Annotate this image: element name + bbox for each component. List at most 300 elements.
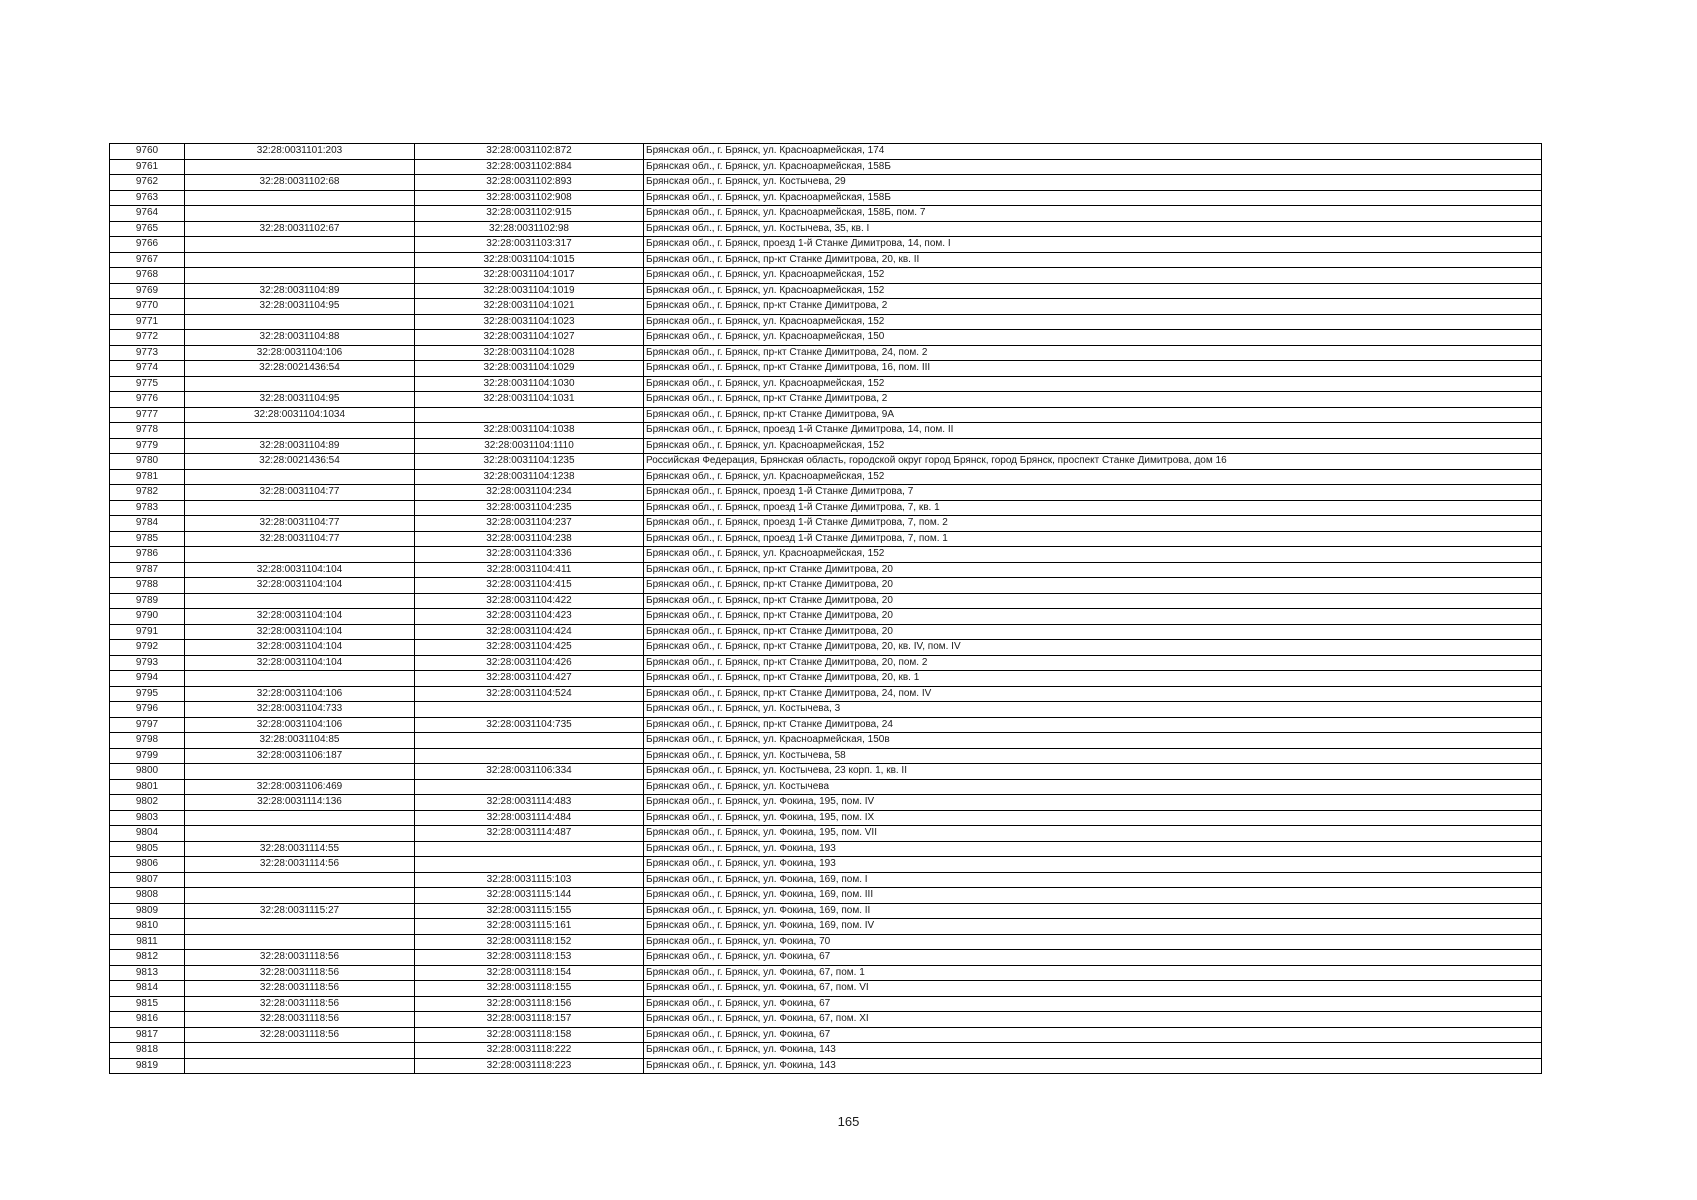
address-cell: Брянская обл., г. Брянск, пр-кт Станке Димитрова, 24, пом. IV: [644, 686, 1542, 702]
address-cell: Брянская обл., г. Брянск, пр-кт Станке Димитрова, 20: [644, 562, 1542, 578]
table-row: [110, 237, 1542, 253]
address-cell: Брянская обл., г. Брянск, проезд 1-й Станке Димитрова, 7, пом. 1: [644, 531, 1542, 547]
land-parcel-cadastral-number-cell: 32:28:0031114:136: [185, 795, 415, 811]
row-number-cell: 9818: [110, 1043, 185, 1059]
land-parcel-cadastral-number-cell: [185, 190, 415, 206]
object-cadastral-number-cell: 32:28:0031104:415: [415, 578, 644, 594]
table-row: [110, 345, 1542, 361]
land-parcel-cadastral-number-cell: 32:28:0031118:56: [185, 1012, 415, 1028]
land-parcel-cadastral-number-cell: [185, 888, 415, 904]
object-cadastral-number-cell: [415, 733, 644, 749]
land-parcel-cadastral-number-cell: 32:28:0031104:85: [185, 733, 415, 749]
table-row: [110, 686, 1542, 702]
table-row: [110, 795, 1542, 811]
address-cell: Брянская обл., г. Брянск, ул. Красноармейская, 174: [644, 144, 1542, 160]
address-cell: Брянская обл., г. Брянск, пр-кт Станке Димитрова, 9А: [644, 407, 1542, 423]
object-cadastral-number-cell: 32:28:0031104:1017: [415, 268, 644, 284]
table-row: [110, 1012, 1542, 1028]
address-cell: Брянская обл., г. Брянск, ул. Фокина, 195, пом. IX: [644, 810, 1542, 826]
address-cell: Брянская обл., г. Брянск, пр-кт Станке Димитрова, 20: [644, 578, 1542, 594]
land-parcel-cadastral-number-cell: 32:28:0031104:106: [185, 717, 415, 733]
row-number-cell: 9778: [110, 423, 185, 439]
table-row: [110, 485, 1542, 501]
table-row: [110, 159, 1542, 175]
table-row: [110, 283, 1542, 299]
object-cadastral-number-cell: 32:28:0031118:155: [415, 981, 644, 997]
address-cell: Брянская обл., г. Брянск, пр-кт Станке Димитрова, 2: [644, 299, 1542, 315]
table-row: [110, 764, 1542, 780]
table-row: [110, 624, 1542, 640]
address-cell: Брянская обл., г. Брянск, ул. Фокина, 169, пом. III: [644, 888, 1542, 904]
table-row: [110, 1027, 1542, 1043]
object-cadastral-number-cell: 32:28:0031104:425: [415, 640, 644, 656]
table-row: [110, 903, 1542, 919]
table-row: [110, 826, 1542, 842]
object-cadastral-number-cell: 32:28:0031118:153: [415, 950, 644, 966]
row-number-cell: 9819: [110, 1058, 185, 1074]
row-number-cell: 9777: [110, 407, 185, 423]
object-cadastral-number-cell: 32:28:0031104:1019: [415, 283, 644, 299]
row-number-cell: 9776: [110, 392, 185, 408]
object-cadastral-number-cell: 32:28:0031104:1238: [415, 469, 644, 485]
table-row: [110, 531, 1542, 547]
land-parcel-cadastral-number-cell: 32:28:0031118:56: [185, 965, 415, 981]
table-row: [110, 655, 1542, 671]
address-cell: Брянская обл., г. Брянск, ул. Фокина, 67, пом. VI: [644, 981, 1542, 997]
object-cadastral-number-cell: 32:28:0031104:336: [415, 547, 644, 563]
land-parcel-cadastral-number-cell: 32:28:0031104:106: [185, 345, 415, 361]
land-parcel-cadastral-number-cell: 32:28:0031101:203: [185, 144, 415, 160]
table-row: [110, 733, 1542, 749]
object-cadastral-number-cell: 32:28:0031104:1023: [415, 314, 644, 330]
row-number-cell: 9766: [110, 237, 185, 253]
land-parcel-cadastral-number-cell: 32:28:0031115:27: [185, 903, 415, 919]
address-cell: Брянская обл., г. Брянск, ул. Фокина, 67, пом. XI: [644, 1012, 1542, 1028]
object-cadastral-number-cell: 32:28:0031104:234: [415, 485, 644, 501]
table-row: [110, 578, 1542, 594]
address-cell: Брянская обл., г. Брянск, пр-кт Станке Димитрова, 20: [644, 609, 1542, 625]
table-row: [110, 950, 1542, 966]
row-number-cell: 9779: [110, 438, 185, 454]
row-number-cell: 9802: [110, 795, 185, 811]
row-number-cell: 9772: [110, 330, 185, 346]
address-cell: Брянская обл., г. Брянск, ул. Фокина, 67: [644, 996, 1542, 1012]
address-cell: Брянская обл., г. Брянск, пр-кт Станке Димитрова, 24, пом. 2: [644, 345, 1542, 361]
land-parcel-cadastral-number-cell: 32:28:0031104:104: [185, 640, 415, 656]
land-parcel-cadastral-number-cell: 32:28:0031118:56: [185, 996, 415, 1012]
land-parcel-cadastral-number-cell: 32:28:0031104:77: [185, 485, 415, 501]
table-row: [110, 702, 1542, 718]
land-parcel-cadastral-number-cell: 32:28:0031104:89: [185, 438, 415, 454]
land-parcel-cadastral-number-cell: 32:28:0031118:56: [185, 981, 415, 997]
object-cadastral-number-cell: 32:28:0031104:1030: [415, 376, 644, 392]
row-number-cell: 9767: [110, 252, 185, 268]
table-row: [110, 330, 1542, 346]
table-row: [110, 934, 1542, 950]
row-number-cell: 9768: [110, 268, 185, 284]
table-row: [110, 779, 1542, 795]
object-cadastral-number-cell: 32:28:0031104:1235: [415, 454, 644, 470]
table-row: [110, 810, 1542, 826]
land-parcel-cadastral-number-cell: 32:28:0031104:733: [185, 702, 415, 718]
address-cell: Брянская обл., г. Брянск, ул. Красноармейская, 152: [644, 314, 1542, 330]
address-cell: Брянская обл., г. Брянск, пр-кт Станке Димитрова, 2: [644, 392, 1542, 408]
address-cell: Брянская обл., г. Брянск, ул. Фокина, 67: [644, 950, 1542, 966]
table-row: [110, 500, 1542, 516]
address-cell: Брянская обл., г. Брянск, проезд 1-й Станке Димитрова, 14, пом. II: [644, 423, 1542, 439]
table-row: [110, 268, 1542, 284]
land-parcel-cadastral-number-cell: [185, 206, 415, 222]
row-number-cell: 9816: [110, 1012, 185, 1028]
table-row: [110, 671, 1542, 687]
row-number-cell: 9781: [110, 469, 185, 485]
page-number: 165: [837, 1114, 860, 1129]
land-parcel-cadastral-number-cell: 32:28:0031114:55: [185, 841, 415, 857]
land-parcel-cadastral-number-cell: [185, 934, 415, 950]
address-cell: Брянская обл., г. Брянск, ул. Фокина, 67: [644, 1027, 1542, 1043]
land-parcel-cadastral-number-cell: 32:28:0031104:95: [185, 299, 415, 315]
table-row: [110, 376, 1542, 392]
land-parcel-cadastral-number-cell: 32:28:0031104:95: [185, 392, 415, 408]
object-cadastral-number-cell: 32:28:0031104:423: [415, 609, 644, 625]
land-parcel-cadastral-number-cell: [185, 764, 415, 780]
address-cell: Брянская обл., г. Брянск, ул. Фокина, 169, пом. I: [644, 872, 1542, 888]
row-number-cell: 9791: [110, 624, 185, 640]
row-number-cell: 9817: [110, 1027, 185, 1043]
row-number-cell: 9787: [110, 562, 185, 578]
address-cell: Брянская обл., г. Брянск, ул. Костычева: [644, 779, 1542, 795]
address-cell: Брянская обл., г. Брянск, ул. Фокина, 169, пом. II: [644, 903, 1542, 919]
table-row: [110, 888, 1542, 904]
address-cell: Брянская обл., г. Брянск, ул. Красноармейская, 150: [644, 330, 1542, 346]
table-row: [110, 469, 1542, 485]
land-parcel-cadastral-number-cell: [185, 593, 415, 609]
land-parcel-cadastral-number-cell: 32:28:0031114:56: [185, 857, 415, 873]
row-number-cell: 9793: [110, 655, 185, 671]
address-cell: Российская Федерация, Брянская область, городской округ город Брянск, город Брянск, проспект Станке Димитрова, дом 16: [644, 454, 1542, 470]
address-cell: Брянская обл., г. Брянск, ул. Красноармейская, 152: [644, 283, 1542, 299]
land-parcel-cadastral-number-cell: [185, 423, 415, 439]
address-cell: Брянская обл., г. Брянск, ул. Фокина, 70: [644, 934, 1542, 950]
address-cell: Брянская обл., г. Брянск, пр-кт Станке Димитрова, 20, кв. 1: [644, 671, 1542, 687]
land-parcel-cadastral-number-cell: [185, 237, 415, 253]
row-number-cell: 9775: [110, 376, 185, 392]
address-cell: Брянская обл., г. Брянск, ул. Фокина, 195, пом. VII: [644, 826, 1542, 842]
row-number-cell: 9782: [110, 485, 185, 501]
address-cell: Брянская обл., г. Брянск, ул. Фокина, 67, пом. 1: [644, 965, 1542, 981]
land-parcel-cadastral-number-cell: [185, 671, 415, 687]
table-row: [110, 361, 1542, 377]
address-cell: Брянская обл., г. Брянск, пр-кт Станке Димитрова, 20, пом. 2: [644, 655, 1542, 671]
address-cell: Брянская обл., г. Брянск, ул. Красноармейская, 152: [644, 469, 1542, 485]
row-number-cell: 9798: [110, 733, 185, 749]
table-row: [110, 206, 1542, 222]
address-cell: Брянская обл., г. Брянск, проезд 1-й Станке Димитрова, 7, пом. 2: [644, 516, 1542, 532]
row-number-cell: 9810: [110, 919, 185, 935]
address-cell: Брянская обл., г. Брянск, ул. Костычева, 3: [644, 702, 1542, 718]
object-cadastral-number-cell: 32:28:0031104:238: [415, 531, 644, 547]
land-parcel-cadastral-number-cell: 32:28:0031106:187: [185, 748, 415, 764]
object-cadastral-number-cell: 32:28:0031104:237: [415, 516, 644, 532]
address-cell: Брянская обл., г. Брянск, ул. Красноармейская, 152: [644, 268, 1542, 284]
table-row: [110, 717, 1542, 733]
address-cell: Брянская обл., г. Брянск, пр-кт Станке Димитрова, 20: [644, 593, 1542, 609]
table-row: [110, 965, 1542, 981]
address-cell: Брянская обл., г. Брянск, пр-кт Станке Димитрова, 20: [644, 624, 1542, 640]
address-cell: Брянская обл., г. Брянск, ул. Красноармейская, 158Б: [644, 190, 1542, 206]
table-row: [110, 857, 1542, 873]
object-cadastral-number-cell: 32:28:0031118:154: [415, 965, 644, 981]
object-cadastral-number-cell: 32:28:0031104:1038: [415, 423, 644, 439]
land-parcel-cadastral-number-cell: [185, 314, 415, 330]
row-number-cell: 9796: [110, 702, 185, 718]
address-cell: Брянская обл., г. Брянск, ул. Фокина, 193: [644, 857, 1542, 873]
row-number-cell: 9760: [110, 144, 185, 160]
object-cadastral-number-cell: 32:28:0031118:152: [415, 934, 644, 950]
row-number-cell: 9797: [110, 717, 185, 733]
land-parcel-cadastral-number-cell: [185, 252, 415, 268]
land-parcel-cadastral-number-cell: 32:28:0031104:104: [185, 655, 415, 671]
address-cell: Брянская обл., г. Брянск, пр-кт Станке Димитрова, 16, пом. III: [644, 361, 1542, 377]
row-number-cell: 9761: [110, 159, 185, 175]
row-number-cell: 9794: [110, 671, 185, 687]
land-parcel-cadastral-number-cell: [185, 826, 415, 842]
row-number-cell: 9780: [110, 454, 185, 470]
land-parcel-cadastral-number-cell: 32:28:0031106:469: [185, 779, 415, 795]
address-cell: Брянская обл., г. Брянск, ул. Костычева, 35, кв. I: [644, 221, 1542, 237]
address-cell: Брянская обл., г. Брянск, ул. Фокина, 143: [644, 1043, 1542, 1059]
row-number-cell: 9771: [110, 314, 185, 330]
land-parcel-cadastral-number-cell: [185, 810, 415, 826]
object-cadastral-number-cell: 32:28:0031104:422: [415, 593, 644, 609]
table-row: [110, 392, 1542, 408]
object-cadastral-number-cell: 32:28:0031114:483: [415, 795, 644, 811]
table-row: [110, 190, 1542, 206]
table-row: [110, 516, 1542, 532]
table-row: [110, 144, 1542, 160]
address-cell: Брянская обл., г. Брянск, проезд 1-й Станке Димитрова, 7, кв. 1: [644, 500, 1542, 516]
table-row: [110, 748, 1542, 764]
land-parcel-cadastral-number-cell: [185, 159, 415, 175]
object-cadastral-number-cell: 32:28:0031104:1031: [415, 392, 644, 408]
table-row: [110, 609, 1542, 625]
object-cadastral-number-cell: 32:28:0031102:872: [415, 144, 644, 160]
table-row: [110, 299, 1542, 315]
object-cadastral-number-cell: [415, 857, 644, 873]
row-number-cell: 9784: [110, 516, 185, 532]
object-cadastral-number-cell: 32:28:0031118:223: [415, 1058, 644, 1074]
object-cadastral-number-cell: [415, 779, 644, 795]
object-cadastral-number-cell: [415, 841, 644, 857]
address-cell: Брянская обл., г. Брянск, ул. Красноармейская, 152: [644, 547, 1542, 563]
row-number-cell: 9808: [110, 888, 185, 904]
object-cadastral-number-cell: 32:28:0031104:426: [415, 655, 644, 671]
row-number-cell: 9815: [110, 996, 185, 1012]
object-cadastral-number-cell: 32:28:0031104:1028: [415, 345, 644, 361]
object-cadastral-number-cell: 32:28:0031104:524: [415, 686, 644, 702]
row-number-cell: 9783: [110, 500, 185, 516]
object-cadastral-number-cell: 32:28:0031118:158: [415, 1027, 644, 1043]
row-number-cell: 9806: [110, 857, 185, 873]
row-number-cell: 9803: [110, 810, 185, 826]
table-row: [110, 640, 1542, 656]
object-cadastral-number-cell: 32:28:0031102:908: [415, 190, 644, 206]
row-number-cell: 9809: [110, 903, 185, 919]
object-cadastral-number-cell: 32:28:0031102:915: [415, 206, 644, 222]
object-cadastral-number-cell: 32:28:0031104:1015: [415, 252, 644, 268]
land-parcel-cadastral-number-cell: 32:28:0031104:104: [185, 562, 415, 578]
address-cell: Брянская обл., г. Брянск, ул. Костычева, 23 корп. 1, кв. II: [644, 764, 1542, 780]
land-parcel-cadastral-number-cell: 32:28:0031104:1034: [185, 407, 415, 423]
address-cell: Брянская обл., г. Брянск, пр-кт Станке Димитрова, 20, кв. IV, пом. IV: [644, 640, 1542, 656]
address-cell: Брянская обл., г. Брянск, ул. Фокина, 195, пом. IV: [644, 795, 1542, 811]
land-parcel-cadastral-number-cell: 32:28:0031102:67: [185, 221, 415, 237]
row-number-cell: 9790: [110, 609, 185, 625]
object-cadastral-number-cell: 32:28:0031104:424: [415, 624, 644, 640]
table-row: [110, 423, 1542, 439]
row-number-cell: 9811: [110, 934, 185, 950]
row-number-cell: 9762: [110, 175, 185, 191]
land-parcel-cadastral-number-cell: 32:28:0031104:89: [185, 283, 415, 299]
table-body: [110, 144, 1542, 1074]
object-cadastral-number-cell: 32:28:0031106:334: [415, 764, 644, 780]
row-number-cell: 9765: [110, 221, 185, 237]
object-cadastral-number-cell: 32:28:0031102:98: [415, 221, 644, 237]
object-cadastral-number-cell: [415, 407, 644, 423]
land-parcel-cadastral-number-cell: 32:28:0031104:77: [185, 531, 415, 547]
object-cadastral-number-cell: 32:28:0031104:1021: [415, 299, 644, 315]
land-parcel-cadastral-number-cell: [185, 1043, 415, 1059]
land-parcel-cadastral-number-cell: 32:28:0031118:56: [185, 1027, 415, 1043]
address-cell: Брянская обл., г. Брянск, ул. Фокина, 193: [644, 841, 1542, 857]
land-parcel-cadastral-number-cell: 32:28:0031104:106: [185, 686, 415, 702]
row-number-cell: 9770: [110, 299, 185, 315]
address-cell: Брянская обл., г. Брянск, ул. Красноармейская, 150в: [644, 733, 1542, 749]
address-cell: Брянская обл., г. Брянск, пр-кт Станке Димитрова, 24: [644, 717, 1542, 733]
address-cell: Брянская обл., г. Брянск, ул. Фокина, 143: [644, 1058, 1542, 1074]
object-cadastral-number-cell: [415, 748, 644, 764]
row-number-cell: 9786: [110, 547, 185, 563]
object-cadastral-number-cell: 32:28:0031104:1110: [415, 438, 644, 454]
object-cadastral-number-cell: 32:28:0031114:487: [415, 826, 644, 842]
land-parcel-cadastral-number-cell: [185, 268, 415, 284]
object-cadastral-number-cell: [415, 702, 644, 718]
row-number-cell: 9800: [110, 764, 185, 780]
land-parcel-cadastral-number-cell: 32:28:0031104:104: [185, 578, 415, 594]
table-row: [110, 562, 1542, 578]
land-parcel-cadastral-number-cell: [185, 469, 415, 485]
object-cadastral-number-cell: 32:28:0031115:155: [415, 903, 644, 919]
object-cadastral-number-cell: 32:28:0031118:156: [415, 996, 644, 1012]
object-cadastral-number-cell: 32:28:0031115:144: [415, 888, 644, 904]
land-parcel-cadastral-number-cell: [185, 872, 415, 888]
row-number-cell: 9789: [110, 593, 185, 609]
row-number-cell: 9763: [110, 190, 185, 206]
land-parcel-cadastral-number-cell: 32:28:0031118:56: [185, 950, 415, 966]
object-cadastral-number-cell: 32:28:0031115:103: [415, 872, 644, 888]
row-number-cell: 9807: [110, 872, 185, 888]
land-parcel-cadastral-number-cell: 32:28:0031102:68: [185, 175, 415, 191]
address-cell: Брянская обл., г. Брянск, пр-кт Станке Димитрова, 20, кв. II: [644, 252, 1542, 268]
row-number-cell: 9799: [110, 748, 185, 764]
table-row: [110, 221, 1542, 237]
address-cell: Брянская обл., г. Брянск, ул. Красноармейская, 152: [644, 438, 1542, 454]
row-number-cell: 9788: [110, 578, 185, 594]
object-cadastral-number-cell: 32:28:0031102:884: [415, 159, 644, 175]
row-number-cell: 9795: [110, 686, 185, 702]
row-number-cell: 9774: [110, 361, 185, 377]
address-cell: Брянская обл., г. Брянск, ул. Красноармейская, 152: [644, 376, 1542, 392]
land-parcel-cadastral-number-cell: [185, 500, 415, 516]
row-number-cell: 9814: [110, 981, 185, 997]
object-cadastral-number-cell: 32:28:0031103:317: [415, 237, 644, 253]
address-cell: Брянская обл., г. Брянск, ул. Костычева, 58: [644, 748, 1542, 764]
table-row: [110, 872, 1542, 888]
address-cell: Брянская обл., г. Брянск, ул. Фокина, 169, пом. IV: [644, 919, 1542, 935]
table-row: [110, 438, 1542, 454]
table-row: [110, 1043, 1542, 1059]
table-row: [110, 454, 1542, 470]
object-cadastral-number-cell: 32:28:0031118:157: [415, 1012, 644, 1028]
address-cell: Брянская обл., г. Брянск, ул. Красноармейская, 158Б: [644, 159, 1542, 175]
address-cell: Брянская обл., г. Брянск, проезд 1-й Станке Димитрова, 14, пом. I: [644, 237, 1542, 253]
row-number-cell: 9773: [110, 345, 185, 361]
row-number-cell: 9764: [110, 206, 185, 222]
land-parcel-cadastral-number-cell: 32:28:0031104:88: [185, 330, 415, 346]
object-cadastral-number-cell: 32:28:0031104:1027: [415, 330, 644, 346]
object-cadastral-number-cell: 32:28:0031104:735: [415, 717, 644, 733]
row-number-cell: 9785: [110, 531, 185, 547]
row-number-cell: 9769: [110, 283, 185, 299]
table-row: [110, 252, 1542, 268]
land-parcel-cadastral-number-cell: [185, 1058, 415, 1074]
object-cadastral-number-cell: 32:28:0031115:161: [415, 919, 644, 935]
address-cell: Брянская обл., г. Брянск, ул. Костычева, 29: [644, 175, 1542, 191]
table-row: [110, 407, 1542, 423]
table-row: [110, 981, 1542, 997]
table-row: [110, 841, 1542, 857]
land-parcel-cadastral-number-cell: 32:28:0031104:77: [185, 516, 415, 532]
object-cadastral-number-cell: 32:28:0031114:484: [415, 810, 644, 826]
land-parcel-cadastral-number-cell: 32:28:0031104:104: [185, 609, 415, 625]
table-row: [110, 919, 1542, 935]
object-cadastral-number-cell: 32:28:0031118:222: [415, 1043, 644, 1059]
land-parcel-cadastral-number-cell: [185, 547, 415, 563]
object-cadastral-number-cell: 32:28:0031104:235: [415, 500, 644, 516]
table-row: [110, 547, 1542, 563]
land-parcel-cadastral-number-cell: 32:28:0021436:54: [185, 361, 415, 377]
table-row: [110, 175, 1542, 191]
land-parcel-cadastral-number-cell: 32:28:0021436:54: [185, 454, 415, 470]
object-cadastral-number-cell: 32:28:0031104:411: [415, 562, 644, 578]
land-parcel-cadastral-number-cell: 32:28:0031104:104: [185, 624, 415, 640]
row-number-cell: 9813: [110, 965, 185, 981]
table-row: [110, 593, 1542, 609]
table-row: [110, 996, 1542, 1012]
row-number-cell: 9801: [110, 779, 185, 795]
row-number-cell: 9812: [110, 950, 185, 966]
object-cadastral-number-cell: 32:28:0031102:893: [415, 175, 644, 191]
object-cadastral-number-cell: 32:28:0031104:427: [415, 671, 644, 687]
object-cadastral-number-cell: 32:28:0031104:1029: [415, 361, 644, 377]
land-parcel-cadastral-number-cell: [185, 376, 415, 392]
land-parcel-cadastral-number-cell: [185, 919, 415, 935]
table-row: [110, 314, 1542, 330]
address-cell: Брянская обл., г. Брянск, проезд 1-й Станке Димитрова, 7: [644, 485, 1542, 501]
row-number-cell: 9804: [110, 826, 185, 842]
row-number-cell: 9792: [110, 640, 185, 656]
row-number-cell: 9805: [110, 841, 185, 857]
